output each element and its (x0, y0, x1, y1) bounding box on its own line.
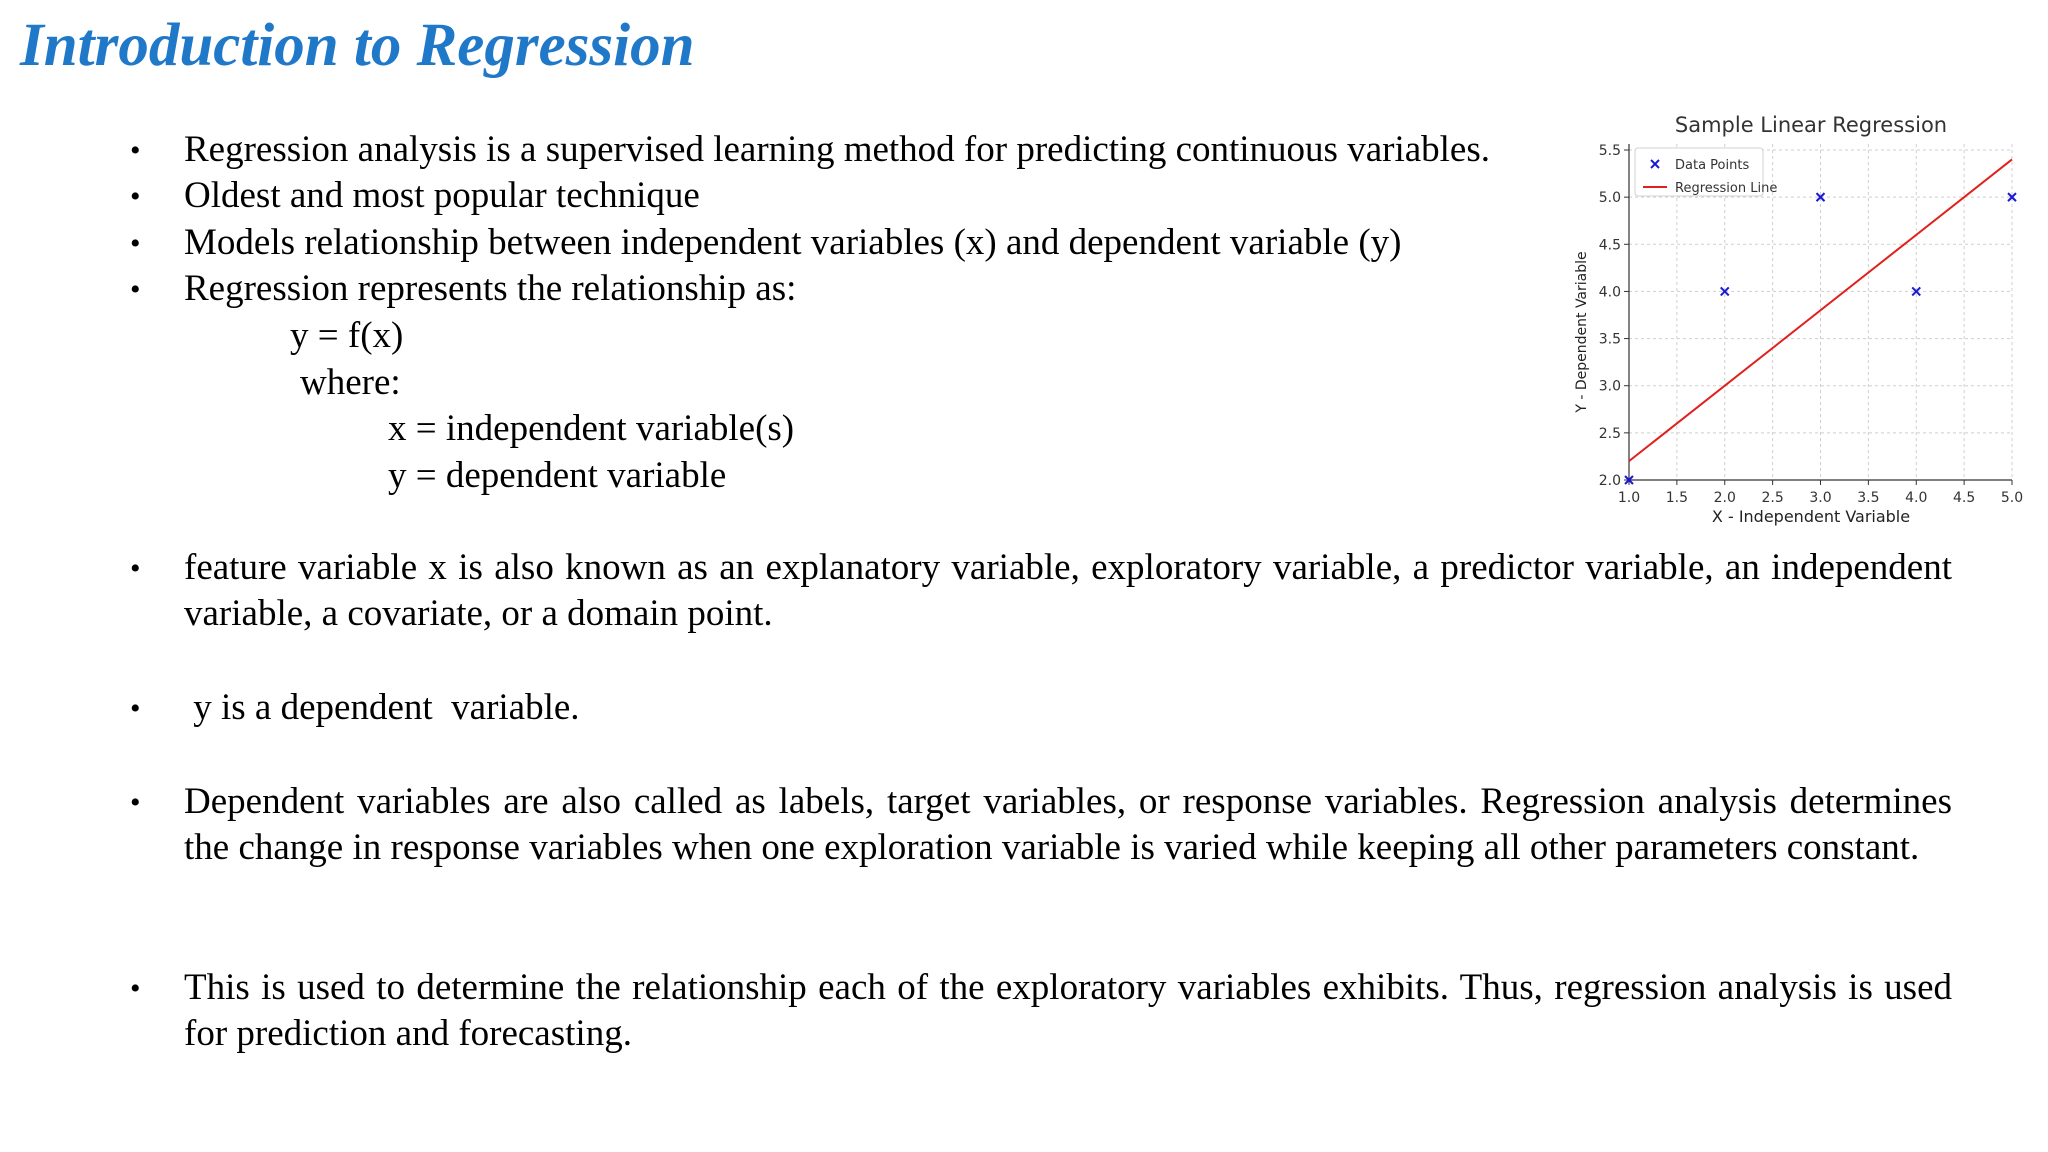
chart-legend (1635, 148, 1777, 196)
bullet-marker: • (130, 180, 141, 213)
chart-series (1625, 159, 2016, 484)
bullet-marker: • (130, 972, 141, 1005)
y-tick-label: 2.0 (1598, 473, 1621, 489)
bullet-text-feature: feature variable x is also known as an explanatory variable, exploratory variable, a predictor variable, an independent variable, a covariate, or a domain point. (184, 547, 1952, 634)
bullet-marker: • (130, 786, 141, 819)
legend-label: Regression Line (1675, 181, 1778, 196)
bullet-text-used: This is used to determine the relationship each of the exploratory variables exhibits. Thus, regression analysis is used for prediction and forecasting. (184, 967, 1952, 1054)
x-tick-label: 1.0 (1617, 490, 1641, 506)
chart-x-axis-label: X - Independent Variable (1711, 507, 1911, 526)
x-tick-label: 1.5 (1665, 490, 1689, 506)
bullet-text-3: Models relationship between independent variables (x) and dependent variable (y) (184, 222, 1402, 263)
chart-title: Sample Linear Regression (1674, 113, 1948, 137)
bullet-text-y: y is a dependent variable. (184, 687, 580, 728)
bullet-text-2: Oldest and most popular technique (184, 175, 700, 216)
legend-label: Data Points (1675, 158, 1750, 173)
x-tick-label: 3.0 (1809, 490, 1832, 506)
chart-y-axis-label: Y - Dependent Variable (1574, 251, 1590, 413)
slide-title: Introduction to Regression (20, 12, 695, 79)
bullet-marker: • (130, 227, 141, 260)
y-tick-label: 4.5 (1598, 237, 1621, 254)
x-tick-label: 5.0 (2000, 490, 2024, 506)
y-tick-label: 5.5 (1598, 143, 1621, 159)
x-tick-label: 4.0 (1905, 490, 1928, 506)
y-tick-label: 3.0 (1598, 378, 1621, 395)
x-tick-label: 4.5 (1952, 490, 1976, 506)
bullet-text-1: Regression analysis is a supervised learning method for predicting continuous variables. (184, 129, 1491, 170)
regression-chart (1566, 100, 2024, 536)
bullet-marker: • (130, 552, 141, 585)
y-tick-label: 4.0 (1598, 284, 1621, 301)
bullet-text-dependent: Dependent variables are also called as labels, target variables, or response variables. Regression analysis determines the change in response variables when one exploration variable is varied while keeping all other parameters constant. (184, 781, 1952, 868)
y-tick-label: 3.5 (1598, 331, 1621, 348)
y-tick-label: 2.5 (1598, 425, 1621, 442)
x-tick-label: 2.0 (1713, 490, 1736, 506)
definition-y: y = dependent variable (388, 455, 727, 496)
y-tick-label: 5.0 (1598, 190, 1621, 207)
where-label: where: (300, 362, 401, 403)
definition-x: x = independent variable(s) (388, 408, 795, 449)
x-tick-label: 2.5 (1761, 490, 1784, 506)
bullet-marker: • (130, 692, 141, 725)
chart-svg (1566, 100, 2024, 536)
bullet-marker: • (130, 273, 141, 306)
bullet-text-4: Regression represents the relationship as: (184, 268, 797, 309)
x-tick-label: 3.5 (1857, 490, 1880, 506)
bullet-marker: • (130, 134, 141, 167)
formula: y = f(x) (290, 315, 404, 356)
